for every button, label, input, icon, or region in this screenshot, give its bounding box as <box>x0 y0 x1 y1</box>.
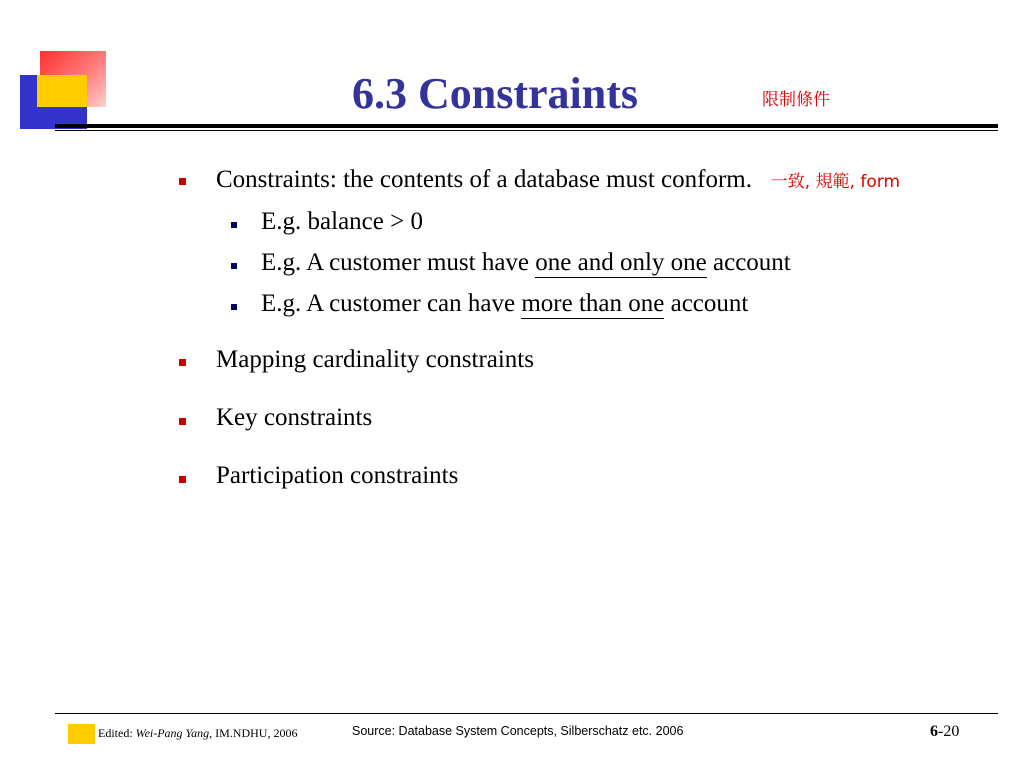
title-rule <box>55 124 998 128</box>
list-item: Mapping cardinality constraints <box>216 346 534 373</box>
footer-credit <box>98 726 297 741</box>
sub-item-text <box>261 289 748 319</box>
list-item: Participation constraints <box>216 462 459 489</box>
footer-author: Wei-Pang Yang, <box>135 726 213 740</box>
decor-yellow-square <box>37 75 87 107</box>
item-note: 一致, 規範, form <box>770 172 901 192</box>
page-chapter: 6 <box>930 723 938 740</box>
sub-item-before: E.g. A customer must have <box>261 249 536 276</box>
sub-item-before: E.g. A customer can have <box>261 290 522 317</box>
title-rule-thin <box>55 130 998 131</box>
bullet-icon <box>179 178 186 185</box>
bullet-icon <box>179 476 186 483</box>
bullet-icon <box>231 222 237 228</box>
item-text: Constraints: the contents of a database must conform. <box>216 166 752 193</box>
page-number <box>930 723 959 741</box>
bullet-icon <box>231 263 237 269</box>
bullet-icon <box>179 359 186 366</box>
sub-item-after: account <box>706 249 791 276</box>
list-item <box>216 165 900 197</box>
footer-logo-box <box>68 724 95 744</box>
bullet-icon <box>231 304 237 310</box>
underlined-text: more than one <box>521 290 665 317</box>
underlined-text: one and only one <box>535 249 707 276</box>
bullet-icon <box>179 418 186 425</box>
footer-rule <box>55 713 998 714</box>
footer-org: IM.NDHU, 2006 <box>212 726 298 740</box>
list-item: Key constraints <box>216 404 373 431</box>
page-rest: -20 <box>938 723 960 740</box>
sub-item-text: E.g. balance > 0 <box>261 208 423 235</box>
footer-edited-label: Edited: <box>98 726 136 740</box>
sub-item-after: account <box>664 290 749 317</box>
footer-source: Source: Database System Concepts, Silberschatz etc. 2006 <box>352 724 684 738</box>
slide-title: 6.3 Constraints <box>352 69 639 118</box>
title-note: 限制條件 <box>762 90 830 110</box>
sub-item-text <box>261 248 791 278</box>
